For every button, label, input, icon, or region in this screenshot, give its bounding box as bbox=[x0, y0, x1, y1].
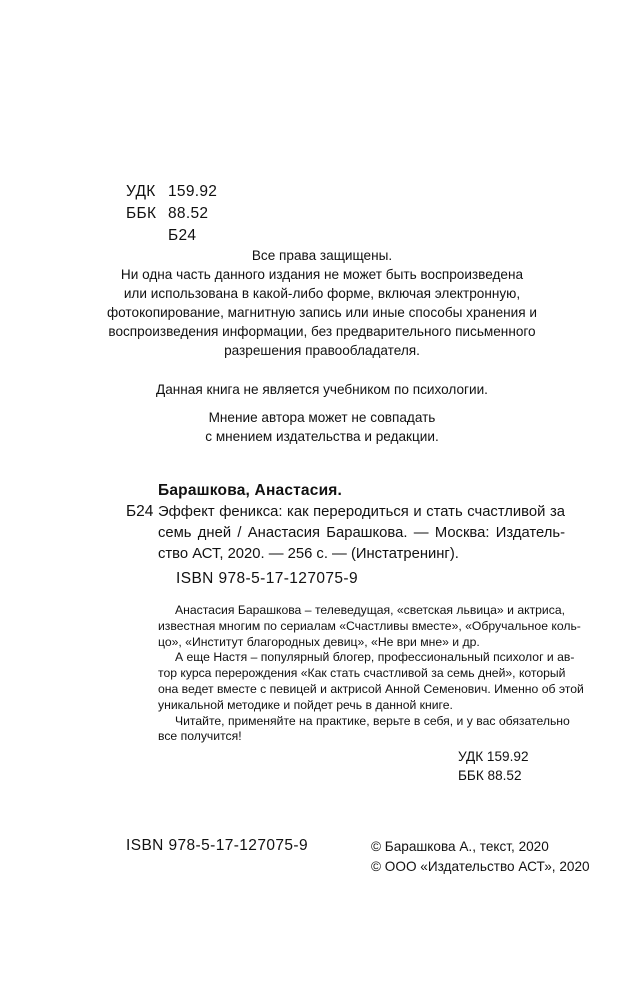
bib-line: ство АСТ, 2020. — 256 с. — (Инстатренинг). bbox=[158, 546, 459, 562]
bbk-value: 88.52 bbox=[168, 205, 209, 222]
isbn-footer: ISBN 978-5-17-127075-9 bbox=[126, 837, 308, 854]
not-textbook-notice: Данная книга не является учебником по психологии. bbox=[156, 382, 488, 397]
bbk-row bbox=[126, 203, 217, 225]
udk-label: УДК bbox=[126, 183, 156, 200]
annotation-line: Читайте, применяйте на практике, верьте в себя, и у вас обязательно bbox=[175, 713, 570, 728]
classification-block bbox=[126, 181, 217, 247]
annotation bbox=[158, 603, 584, 745]
opinion-line: Мнение автора может не совпадать bbox=[208, 410, 436, 425]
udk-value: 159.92 bbox=[168, 183, 218, 200]
bibliographic-description bbox=[158, 502, 565, 565]
rights-line: фотокопирование, магнитную запись или иные способы хранения и bbox=[106, 305, 537, 320]
udk-row bbox=[126, 181, 217, 203]
rights-notice bbox=[0, 246, 644, 360]
rights-line: или использована в какой-либо форме, включая электронную, bbox=[123, 286, 521, 301]
copyright-publisher: © ООО «Издательство АСТ», 2020 bbox=[371, 859, 590, 874]
author-mark: Б24 bbox=[168, 227, 197, 244]
annotation-line: известная многим по сериалам «Счастливы вместе», «Обручальное коль- bbox=[158, 618, 581, 633]
annotation-line: Анастасия Барашкова – телеведущая, «светская львица» и актриса, bbox=[175, 603, 565, 617]
annotation-line: цо», «Институт благородных девиц», «Не ври мне» и др. bbox=[158, 634, 480, 649]
isbn-record: ISBN 978-5-17-127075-9 bbox=[176, 570, 358, 587]
rights-line: Ни одна часть данного издания не может быть воспроизведена bbox=[120, 267, 524, 282]
opinion-notice bbox=[0, 408, 644, 446]
annotation-line: уникальной методике и пойдет речь в данной книге. bbox=[158, 697, 453, 712]
annotation-bbk: ББК 88.52 bbox=[458, 768, 522, 783]
copyright-text: © Барашкова А., текст, 2020 bbox=[371, 839, 549, 854]
author-heading: Барашкова, Анастасия. bbox=[158, 482, 343, 499]
rights-line: разрешения правообладателя. bbox=[224, 343, 420, 358]
annotation-line: А еще Настя – популярный блогер, профессиональный психолог и ав- bbox=[175, 650, 575, 665]
annotation-line: все получится! bbox=[158, 729, 242, 744]
bbk-label: ББК bbox=[126, 205, 157, 222]
bib-author-mark: Б24 bbox=[126, 503, 154, 520]
copyright-block bbox=[371, 837, 590, 877]
bib-line: семь дней / Анастасия Барашкова. — Москва: Издатель- bbox=[158, 525, 565, 541]
rights-line: Все права защищены. bbox=[251, 248, 393, 263]
annotation-codes bbox=[458, 747, 529, 785]
annotation-line: тор курса перерождения «Как стать счастливой за семь дней», который bbox=[158, 666, 566, 681]
annotation-line: она ведет вместе с певицей и актрисой Анной Семенович. Именно об этой bbox=[158, 681, 584, 696]
bib-line: Эффект феникса: как переродиться и стать счастливой за bbox=[158, 504, 565, 520]
annotation-udk: УДК 159.92 bbox=[458, 749, 529, 764]
opinion-line: с мнением издательства и редакции. bbox=[205, 429, 439, 444]
rights-line: воспроизведения информации, без предварительного письменного bbox=[108, 324, 536, 339]
